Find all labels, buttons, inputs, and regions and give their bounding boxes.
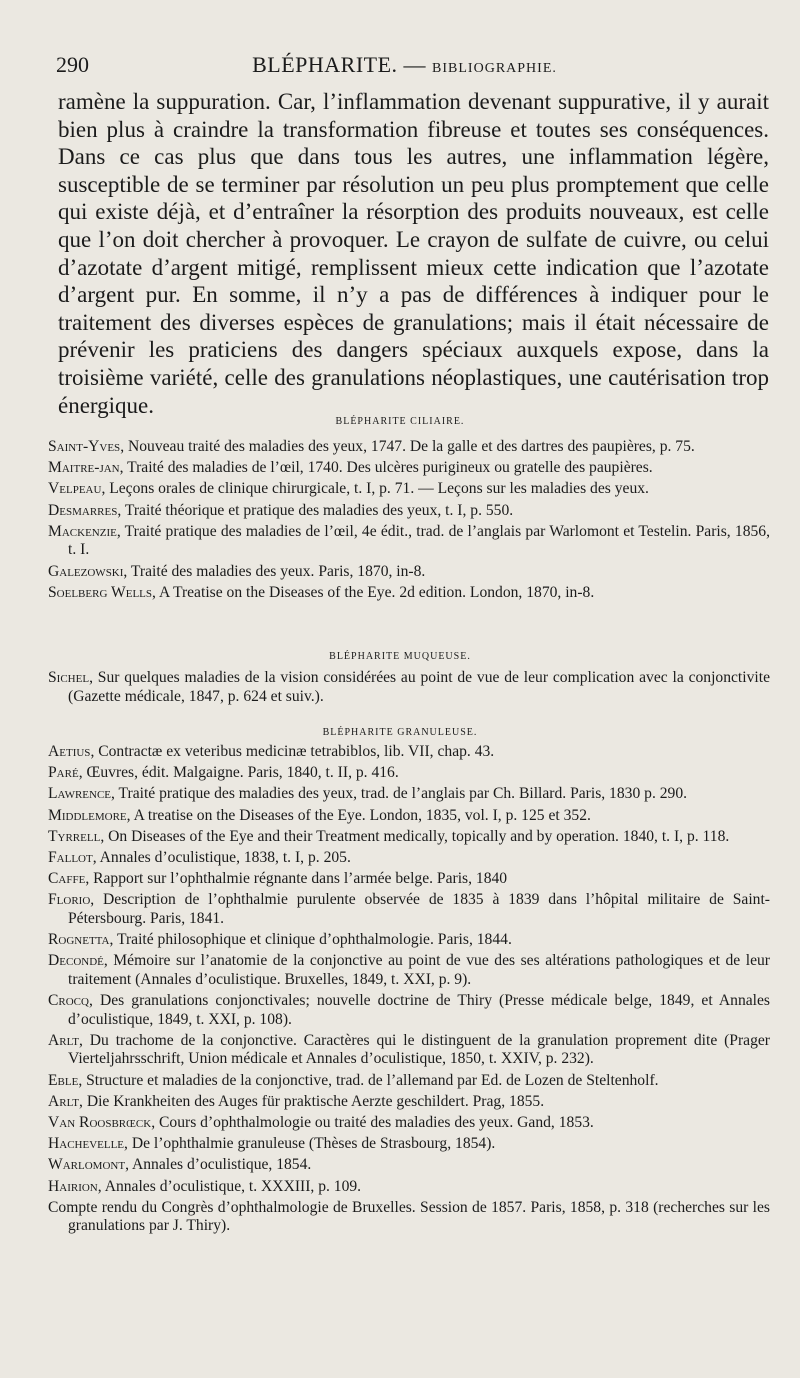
reference-author: Sichel [48,669,90,686]
reference-author: Maitre-jan [48,459,120,477]
reference-entry [48,438,770,457]
reference-text: , Structure et maladies de la conjonctive, trad. de l’allemand par Ed. de Lozen de Steltenholf. [78,1071,659,1089]
reference-text: , Annales d’oculistique, t. XXXIII, p. 109. [97,1177,362,1195]
reference-text: , Description de l’ophthalmie purulente observée de 1835 à 1839 dans l’hôpital militaire de Saint-Pétersbourg. Paris, 1841. [68,891,770,927]
section-title-ciliaire: BLÉPHARITE CILIAIRE. [335,416,465,427]
reference-text: , Traité théorique et pratique des maladies des yeux, t. I, p. 550. [117,501,514,519]
reference-author: Decondé [48,952,104,970]
reference-entry [48,891,770,928]
reference-author: Mackenzie [48,522,117,540]
reference-entry [48,523,770,560]
reference-entry [48,931,770,950]
reference-text: , Annales d’oculistique, 1854. [125,1156,312,1174]
running-head-title: BLÉPHARITE. [252,52,398,77]
reference-entry [48,870,770,889]
reference-entry [48,849,770,868]
reference-text: , Œuvres, édit. Malgaigne. Paris, 1840, t. II, p. 416. [78,764,399,782]
reference-entry [48,1135,770,1154]
section-title-granuleuse: BLÉPHARITE GRANULEUSE. [322,727,478,738]
reference-author: Florio [48,891,91,909]
reference-entry [48,807,770,826]
running-head-separator: — [397,52,433,77]
reference-entry [48,992,770,1029]
reference-text: , Du trachome de la conjonctive. Caractères qui le distinguent de la granulation proprement dite (Prager Vierteljahrsschrift, Union médicale et Annales d’oculistique, 1850, t. XXIV, p. 232). [68,1031,770,1068]
reference-author: Lawrence [48,785,112,803]
reference-author: Galezowski [48,562,124,580]
reference-author: Van Roosbrœck [48,1114,152,1131]
reference-entry [48,828,770,847]
reference-list-muqueuse [48,669,770,709]
reference-text: , A Treatise on the Diseases of the Eye. 2d edition. London, 1870, in-8. [152,583,595,601]
reference-entry [48,1072,770,1091]
reference-list-ciliaire [48,438,770,605]
reference-author: Tyrrell [48,827,101,845]
reference-author: Aetius [48,743,91,760]
reference-author: Arlt [48,1031,80,1049]
reference-entry [48,502,770,521]
section-title-muqueuse: BLÉPHARITE MUQUEUSE. [329,651,471,662]
reference-text: , On Diseases of the Eye and their Treatment medically, topically and by operation. 1840, t. I, p. 118. [100,827,730,845]
reference-entry [48,1093,770,1112]
reference-entry [48,764,770,783]
reference-entry [48,1114,770,1133]
reference-text: , Leçons orales de clinique chirurgicale, t. I, p. 71. — Leçons sur les maladies des yeux. [101,480,649,498]
reference-author: Desmarres [48,501,118,519]
reference-text: Compte rendu du Congrès d’ophthalmologie de Bruxelles. Session de 1857. Paris, 1858, p. 318 (recherches sur les granulations par J. Thiry). [48,1198,770,1235]
reference-text: , Sur quelques maladies de la vision considérées au point de vue de leur complication avec la conjonctivite (Gazette médicale, 1847, p. 624 et suiv.). [68,669,770,705]
running-head-subtitle: BIBLIOGRAPHIE. [432,61,557,76]
reference-entry [48,563,770,582]
reference-entry [48,785,770,804]
reference-author: Fallot [48,848,93,866]
reference-author: Hachevelle [48,1135,125,1153]
reference-text: , Rapport sur l’ophthalmie régnante dans l’armée belge. Paris, 1840 [85,870,508,888]
reference-author: Velpeau [48,480,102,498]
reference-author: Middlemore [48,806,127,824]
reference-author: Saint-Yves [48,438,121,455]
reference-entry [48,743,770,762]
reference-entry [48,1032,770,1069]
reference-text: , Die Krankheiten des Auges für praktische Aerzte geschildert. Prag, 1855. [79,1092,545,1110]
reference-text: , Nouveau traité des maladies des yeux, 1747. De la galle et des dartres des paupières, p. 75. [120,438,695,455]
reference-text: , Cours d’ophthalmologie ou traité des maladies des yeux. Gand, 1853. [151,1114,594,1131]
reference-text: , Annales d’oculistique, 1838, t. I, p. 205. [92,848,351,866]
reference-entry [48,669,770,706]
reference-text: , Traité philosophique et clinique d’ophthalmologie. Paris, 1844. [109,931,512,949]
reference-entry [48,952,770,989]
reference-text: , Contractæ ex veteribus medicinæ tetrabiblos, lib. VII, chap. 43. [90,743,495,760]
reference-author: Eble [48,1071,79,1089]
reference-text: , De l’ophthalmie granuleuse (Thèses de Strasbourg, 1854). [124,1135,496,1153]
reference-author: Warlomont [48,1156,126,1174]
reference-entry [48,480,770,499]
reference-author: Crocq [48,992,89,1010]
reference-text: , Traité des maladies de l’œil, 1740. Des ulcères purigineux ou gratelle des paupières. [119,459,653,477]
reference-list-granuleuse [48,743,770,1239]
reference-text: , Traité pratique des maladies des yeux, trad. de l’anglais par Ch. Billard. Paris, 1830 p. 290. [111,785,688,803]
reference-text: , Des granulations conjonctivales; nouvelle doctrine de Thiry (Presse médicale belge, 1849, et Annales d’oculistique, 1849, t. XXI, p. 108). [68,992,770,1028]
reference-entry [48,1199,770,1236]
page-number: 290 [56,52,89,77]
body-paragraph: ramène la suppuration. Car, l’inflammation devenant suppurative, il y aurait bien plus à craindre la transformation fibreuse et toutes ses conséquences. Dans ce cas plus que dans tous les autres, une inflammation légère, susceptible de se terminer par résolution un peu plus promptement que celle qui existe déjà, et d’entraîner la résorption des produits nouveaux, est celle que l’on doit chercher à provoquer. Le crayon de sulfate de cuivre, ou celui d’azotate d’argent mitigé, remplissent mieux cette indication que l’azotate d’argent pur. En somme, il n’y a pas de différences à indiquer pour le traitement des diverses espèces de granulations; mais il était nécessaire de prévenir les praticiens des dangers spéciaux auxquels expose, dans la troisième variété, celle des granulations néoplastiques, une cautérisation trop énergique. [58,89,769,418]
page-header [42,48,767,82]
reference-author: Caffe [48,870,86,888]
reference-text: , Mémoire sur l’anatomie de la conjonctive au point de vue des ses altérations pathologiques et de leur traitement (Annales d’oculistique. Bruxelles, 1849, t. XXI, p. 9). [68,952,770,988]
reference-author: Arlt [48,1092,80,1110]
reference-text: , A treatise on the Diseases of the Eye. London, 1835, vol. I, p. 125 et 352. [126,806,591,824]
reference-text: , Traité pratique des maladies de l’œil, 4e édit., trad. de l’anglais par Warlomont et Testelin. Paris, 1856, t. I. [68,522,770,559]
reference-entry [48,1178,770,1197]
reference-entry [48,1156,770,1175]
reference-author: Paré [48,764,79,782]
reference-author: Hairion [48,1177,98,1195]
reference-entry [48,584,770,603]
reference-author: Rognetta [48,931,110,949]
reference-entry [48,459,770,478]
reference-text: , Traité des maladies des yeux. Paris, 1870, in-8. [123,562,426,580]
reference-author: Soelberg Wells [48,583,153,601]
running-head [42,52,767,78]
